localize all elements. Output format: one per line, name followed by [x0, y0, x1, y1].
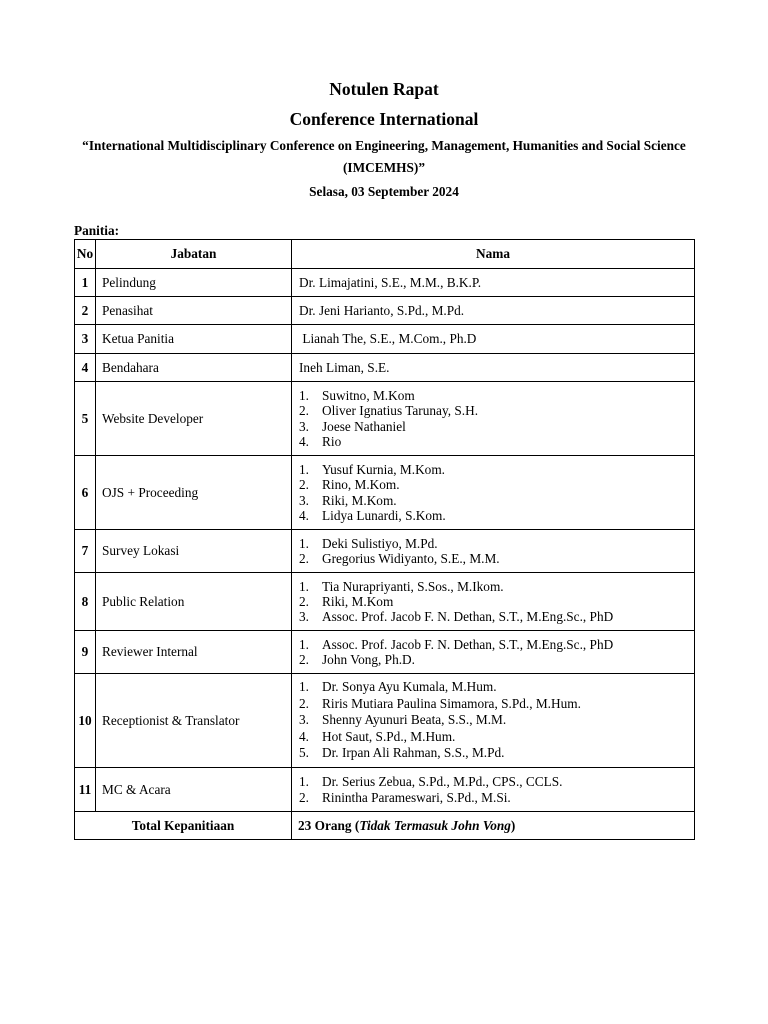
- row-nama: Dr. Jeni Harianto, S.Pd., M.Pd.: [292, 297, 695, 325]
- list-item: [299, 434, 688, 449]
- row-nama: [292, 674, 695, 768]
- list-item: [299, 790, 688, 805]
- row-number: 4: [75, 354, 96, 382]
- table-row: [75, 354, 695, 382]
- row-jabatan: Bendahara: [96, 354, 292, 382]
- row-nama: Lianah The, S.E., M.Com., Ph.D: [292, 325, 695, 354]
- list-item: [299, 477, 688, 492]
- table-row: [75, 456, 695, 530]
- total-count: 23 Orang (: [298, 817, 360, 833]
- list-item-number: 3.: [299, 492, 309, 508]
- list-item: [299, 609, 688, 624]
- row-nama: Ineh Liman, S.E.: [292, 354, 695, 382]
- list-item: [299, 712, 688, 729]
- row-jabatan: Survey Lokasi: [96, 530, 292, 573]
- row-nama: [292, 768, 695, 812]
- row-nama: [292, 530, 695, 573]
- row-nama: [292, 631, 695, 674]
- list-item-number: 1.: [299, 535, 309, 551]
- list-item-number: 1.: [299, 578, 309, 594]
- name-list: [299, 462, 688, 523]
- row-jabatan: MC & Acara: [96, 768, 292, 812]
- list-item: [299, 462, 688, 477]
- list-item-name: Shenny Ayunuri Beata, S.S., M.M.: [322, 712, 507, 728]
- list-item-number: 2.: [299, 652, 309, 667]
- list-item-number: 3.: [299, 712, 309, 728]
- total-label: Total Kepanitiaan: [75, 812, 292, 840]
- list-item-name: Oliver Ignatius Tarunay, S.H.: [322, 403, 479, 419]
- name-list: [299, 679, 688, 762]
- list-item: [299, 679, 688, 696]
- row-number: 11: [75, 768, 96, 812]
- list-item: [299, 637, 688, 652]
- table-header-row: [75, 240, 695, 269]
- list-item-number: 3.: [299, 418, 309, 434]
- list-item-number: 2.: [299, 551, 309, 566]
- list-item-name: Dr. Irpan Ali Rahman, S.S., M.Pd.: [322, 745, 505, 761]
- header-no: No: [75, 240, 96, 269]
- row-number: 8: [75, 573, 96, 631]
- list-item-number: 1.: [299, 462, 309, 478]
- list-item-number: 3.: [299, 609, 309, 625]
- header-jabatan: Jabatan: [96, 240, 292, 269]
- list-item-name: Tia Nurapriyanti, S.Sos., M.Ikom.: [322, 578, 504, 594]
- row-jabatan: OJS + Proceeding: [96, 456, 292, 530]
- list-item-number: 2.: [299, 593, 309, 609]
- list-item-number: 1.: [299, 388, 309, 404]
- list-item-number: 1.: [299, 636, 309, 652]
- list-item-name: Riki, M.Kom.: [322, 492, 397, 508]
- list-item: [299, 419, 688, 434]
- row-nama: Dr. Limajatini, S.E., M.M., B.K.P.: [292, 269, 695, 297]
- table-row: [75, 325, 695, 354]
- list-item-number: 1.: [299, 774, 309, 790]
- conference-name: “International Multidisciplinary Conference on Engineering, Management, Humanities and Social Science (IMCEMHS)”: [82, 138, 686, 175]
- list-item: [299, 696, 688, 713]
- row-jabatan: Reviewer Internal: [96, 631, 292, 674]
- list-item-name: Deki Sulistiyo, M.Pd.: [322, 535, 438, 551]
- table-body: [75, 269, 695, 812]
- list-item-number: 2.: [299, 403, 309, 419]
- meeting-date: Selasa, 03 September 2024: [309, 184, 459, 199]
- list-item: [299, 536, 688, 551]
- name-list: [299, 774, 688, 804]
- row-jabatan: Public Relation: [96, 573, 292, 631]
- list-item-number: 4.: [299, 728, 309, 744]
- total-note: Tidak Termasuk John Vong: [359, 817, 511, 833]
- list-item: [299, 403, 688, 418]
- name-list: [299, 388, 688, 449]
- list-item-number: 4.: [299, 433, 309, 449]
- row-number: 2: [75, 297, 96, 325]
- table-row: [75, 297, 695, 325]
- list-item-name: Dr. Sonya Ayu Kumala, M.Hum.: [322, 679, 497, 695]
- list-item: [299, 594, 688, 609]
- row-number: 10: [75, 674, 96, 768]
- committee-table: [74, 239, 695, 840]
- list-item-name: Lidya Lunardi, S.Kom.: [322, 507, 446, 523]
- list-item-name: Rinintha Parameswari, S.Pd., M.Si.: [322, 789, 511, 805]
- row-nama: [292, 382, 695, 456]
- table-row: [75, 768, 695, 812]
- table-row: [75, 674, 695, 768]
- name-list: [299, 579, 688, 625]
- list-item-name: Gregorius Widiyanto, S.E., M.M.: [322, 551, 500, 566]
- row-number: 5: [75, 382, 96, 456]
- list-item: [299, 551, 688, 566]
- row-number: 3: [75, 325, 96, 354]
- list-item: [299, 729, 688, 746]
- list-item-name: Suwitno, M.Kom: [322, 388, 415, 404]
- list-item-name: Assoc. Prof. Jacob F. N. Dethan, S.T., M.Eng.Sc., PhD: [322, 609, 614, 625]
- list-item-number: 2.: [299, 477, 309, 493]
- section-label: Panitia:: [74, 223, 120, 238]
- total-value: [292, 812, 695, 840]
- total-suffix: ): [510, 817, 516, 833]
- row-jabatan: Penasihat: [96, 297, 292, 325]
- list-item-name: Assoc. Prof. Jacob F. N. Dethan, S.T., M.Eng.Sc., PhD: [322, 636, 614, 652]
- header-nama: Nama: [292, 240, 695, 269]
- list-item-name: Joese Nathaniel: [322, 418, 406, 434]
- row-jabatan: Receptionist & Translator: [96, 674, 292, 768]
- row-jabatan: Pelindung: [96, 269, 292, 297]
- list-item-name: John Vong, Ph.D.: [322, 652, 415, 667]
- row-nama: [292, 573, 695, 631]
- list-item-number: 2.: [299, 789, 309, 805]
- list-item: [299, 745, 688, 762]
- list-item-number: 5.: [299, 745, 309, 761]
- list-item-number: 2.: [299, 695, 309, 711]
- name-list: [299, 536, 688, 566]
- list-item: [299, 388, 688, 403]
- list-item-name: Hot Saut, S.Pd., M.Hum.: [322, 728, 456, 744]
- table-row: [75, 382, 695, 456]
- list-item-number: 4.: [299, 507, 309, 523]
- list-item-name: Dr. Serius Zebua, S.Pd., M.Pd., CPS., CCLS.: [322, 774, 563, 790]
- table-row: [75, 573, 695, 631]
- table-row: [75, 269, 695, 297]
- total-row: [75, 812, 695, 840]
- list-item-name: Rino, M.Kom.: [322, 477, 400, 493]
- list-item-name: Riris Mutiara Paulina Simamora, S.Pd., M.Hum.: [322, 695, 581, 711]
- list-item-number: 1.: [299, 679, 309, 695]
- list-item-name: Riki, M.Kom: [322, 593, 394, 609]
- row-nama: [292, 456, 695, 530]
- row-number: 9: [75, 631, 96, 674]
- table-row: [75, 631, 695, 674]
- document-title: Notulen Rapat: [329, 79, 439, 99]
- list-item-name: Yusuf Kurnia, M.Kom.: [322, 462, 445, 478]
- document-subtitle: Conference International: [289, 109, 479, 129]
- list-item: [299, 652, 688, 667]
- name-list: [299, 637, 688, 667]
- list-item-name: Rio: [322, 433, 342, 449]
- list-item: [299, 774, 688, 789]
- row-jabatan: Website Developer: [96, 382, 292, 456]
- table-row: [75, 530, 695, 573]
- row-number: 7: [75, 530, 96, 573]
- list-item: [299, 493, 688, 508]
- row-number: 1: [75, 269, 96, 297]
- list-item: [299, 579, 688, 594]
- row-number: 6: [75, 456, 96, 530]
- list-item: [299, 508, 688, 523]
- row-jabatan: Ketua Panitia: [96, 325, 292, 354]
